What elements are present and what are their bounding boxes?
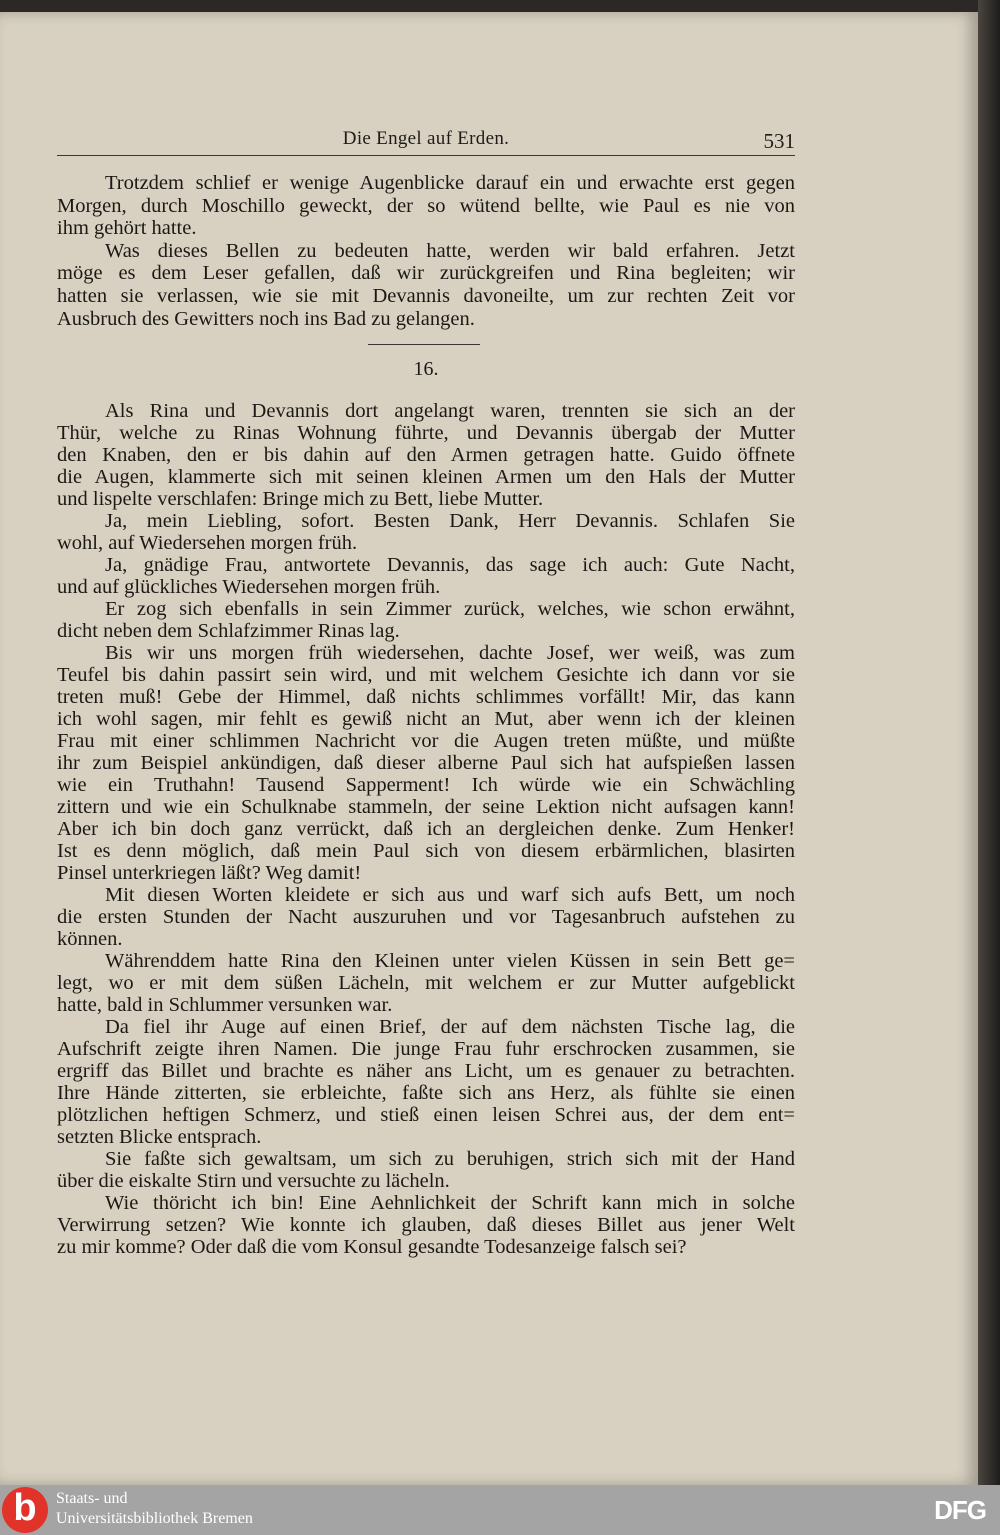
text-line: Pinsel unterkriegen läßt? Weg damit! — [57, 862, 362, 884]
running-title: Die Engel auf Erden. — [342, 128, 510, 149]
text-line: Mit diesen Worten kleidete er sich aus und warf sich aufs Bett, um noch — [105, 884, 795, 906]
text-line: ergriff das Billet und brachte es näher ans Licht, um es genauer zu betrachten. — [57, 1060, 795, 1082]
paragraph — [57, 1016, 795, 1148]
paragraph — [57, 510, 795, 554]
footer-bar — [0, 1485, 1000, 1535]
text-line: Ist es denn möglich, daß mein Paul sich von diesem erbärmlichen, blasirten — [57, 840, 795, 862]
text-line: die ersten Stunden der Nacht auszuruhen und vor Tagesanbruch aufstehen zu — [57, 906, 795, 928]
paragraph — [57, 1192, 795, 1258]
text-line: ihm gehört hatte. — [57, 217, 197, 240]
text-line: Wie thöricht ich bin! Eine Aehnlichkeit der Schrift kann mich in solche — [105, 1192, 795, 1214]
text-line: wohl, auf Wiedersehen morgen früh. — [57, 532, 358, 554]
running-head — [57, 128, 795, 154]
text-line: und lispelte verschlafen: Bringe mich zu Bett, liebe Mutter. — [57, 488, 544, 510]
text-line: setzten Blicke entsprach. — [57, 1126, 262, 1148]
text-line: können. — [57, 928, 123, 950]
text-line: und auf glückliches Wiedersehen morgen früh. — [57, 576, 441, 598]
text-line: Als Rina und Devannis dort angelangt waren, trennten sie sich an der — [105, 400, 795, 422]
text-line: Thür, welche zu Rinas Wohnung führte, und Devannis übergab der Mutter — [57, 422, 795, 444]
paragraph — [57, 400, 795, 510]
text-line: ich wohl sagen, mir fehlt es gewiß nicht an Mut, aber wenn ich der kleinen — [57, 708, 795, 730]
text-line: legt, wo er mit dem süßen Lächeln, mit welchem er zur Mutter aufgeblickt — [57, 972, 795, 994]
section-1 — [57, 172, 795, 330]
text-line: treten muß! Gebe der Himmel, daß nichts schlimmes vorfällt! Mir, das kann — [57, 686, 795, 708]
text-line: Morgen, durch Moschillo geweckt, der so wütend bellte, wie Paul es nie von — [57, 194, 795, 217]
text-line: Was dieses Bellen zu bedeuten hatte, werden wir bald erfahren. Jetzt — [105, 239, 795, 262]
library-name-line2: Universitätsbibliothek Bremen — [56, 1510, 253, 1527]
text-line: hatte, bald in Schlummer versunken war. — [57, 994, 393, 1016]
text-line: zu mir komme? Oder daß die vom Konsul gesandte Todesanzeige falsch sei? — [57, 1236, 687, 1258]
text-line: zittern und wie ein Schulknabe stammeln, der seine Lektion nicht aufsagen kann! — [57, 796, 795, 818]
chapter-separator — [368, 344, 480, 345]
chapter-number: 16. — [413, 358, 439, 380]
paragraph — [57, 554, 795, 598]
paragraph — [57, 172, 795, 240]
paragraph — [57, 950, 795, 1016]
text-line: Aber ich bin doch ganz verrückt, daß ich an dergleichen denke. Zum Henker! — [57, 818, 795, 840]
text-line: dicht neben dem Schlafzimmer Rinas lag. — [57, 620, 400, 642]
text-line: möge es dem Leser gefallen, daß wir zurückgreifen und Rina begleiten; wir — [57, 262, 795, 285]
text-line: Aufschrift zeigte ihren Namen. Die junge Frau fuhr erschrocken zusammen, sie — [57, 1038, 795, 1060]
text-line: Sie faßte sich gewaltsam, um sich zu beruhigen, strich sich mit der Hand — [105, 1148, 795, 1170]
text-line: Trotzdem schlief er wenige Augenblicke darauf ein und erwachte erst gegen — [105, 172, 795, 194]
text-line: Verwirrung setzen? Wie konnte ich glauben, daß dieses Billet aus jener Welt — [57, 1214, 795, 1236]
text-line: wie ein Truthahn! Tausend Sapperment! Ich würde wie ein Schwächling — [57, 774, 795, 796]
text-line: Da fiel ihr Auge auf einen Brief, der auf dem nächsten Tische lag, die — [105, 1016, 795, 1038]
library-name-line1: Staats- und — [56, 1490, 128, 1507]
text-line: Ausbruch des Gewitters noch ins Bad zu gelangen. — [57, 307, 475, 330]
paragraph — [57, 1148, 795, 1192]
text-line: Ja, mein Liebling, sofort. Besten Dank, Herr Devannis. Schlafen Sie — [105, 510, 795, 532]
text-line: Teufel bis dahin passirt sein wird, und mit welchem Gesichte ich dann vor sie — [57, 664, 795, 686]
text-line: ihr zum Beispiel ankündigen, daß dieser alberne Paul sich hat aufspießen lassen — [57, 752, 795, 774]
text-line: hatten sie verlassen, wie sie mit Devannis davoneilte, um zur rechten Zeit vor — [57, 284, 795, 307]
text-line: den Knaben, den er bis dahin auf den Armen getragen hatte. Guido öffnete — [57, 444, 795, 466]
dfg-logo: DFG — [934, 1495, 986, 1525]
header-rule — [57, 155, 795, 156]
paragraph — [57, 240, 795, 330]
text-line: über die eiskalte Stirn und versuchte zu lächeln. — [57, 1170, 450, 1192]
library-logo[interactable]: b — [2, 1487, 48, 1533]
text-line: Ja, gnädige Frau, antwortete Devannis, das sage ich auch: Gute Nacht, — [105, 554, 795, 576]
page-number: 531 — [763, 129, 795, 153]
paragraph — [57, 884, 795, 950]
text-line: Bis wir uns morgen früh wiedersehen, dachte Josef, wer weiß, was zum — [105, 642, 795, 664]
text-line: Frau mit einer schlimmen Nachricht vor die Augen treten müßte, und müßte — [57, 730, 795, 752]
paragraph — [57, 598, 795, 642]
text-line: die Augen, klammerte sich mit seinen kleinen Armen um den Hals der Mutter — [57, 466, 795, 488]
text-line: Er zog sich ebenfalls in sein Zimmer zurück, welches, wie schon erwähnt, — [105, 598, 795, 620]
section-2 — [57, 400, 795, 1258]
paragraph — [57, 642, 795, 884]
text-line: Währenddem hatte Rina den Kleinen unter vielen Küssen in sein Bett ge= — [105, 950, 795, 972]
text-line: plötzlichen heftigen Schmerz, und stieß einen leisen Schrei aus, der dem ent= — [57, 1104, 795, 1126]
text-line: Ihre Hände zitterten, sie erbleichte, faßte sich ans Herz, als fühlte sie einen — [57, 1082, 795, 1104]
page-edge — [978, 0, 1000, 1485]
